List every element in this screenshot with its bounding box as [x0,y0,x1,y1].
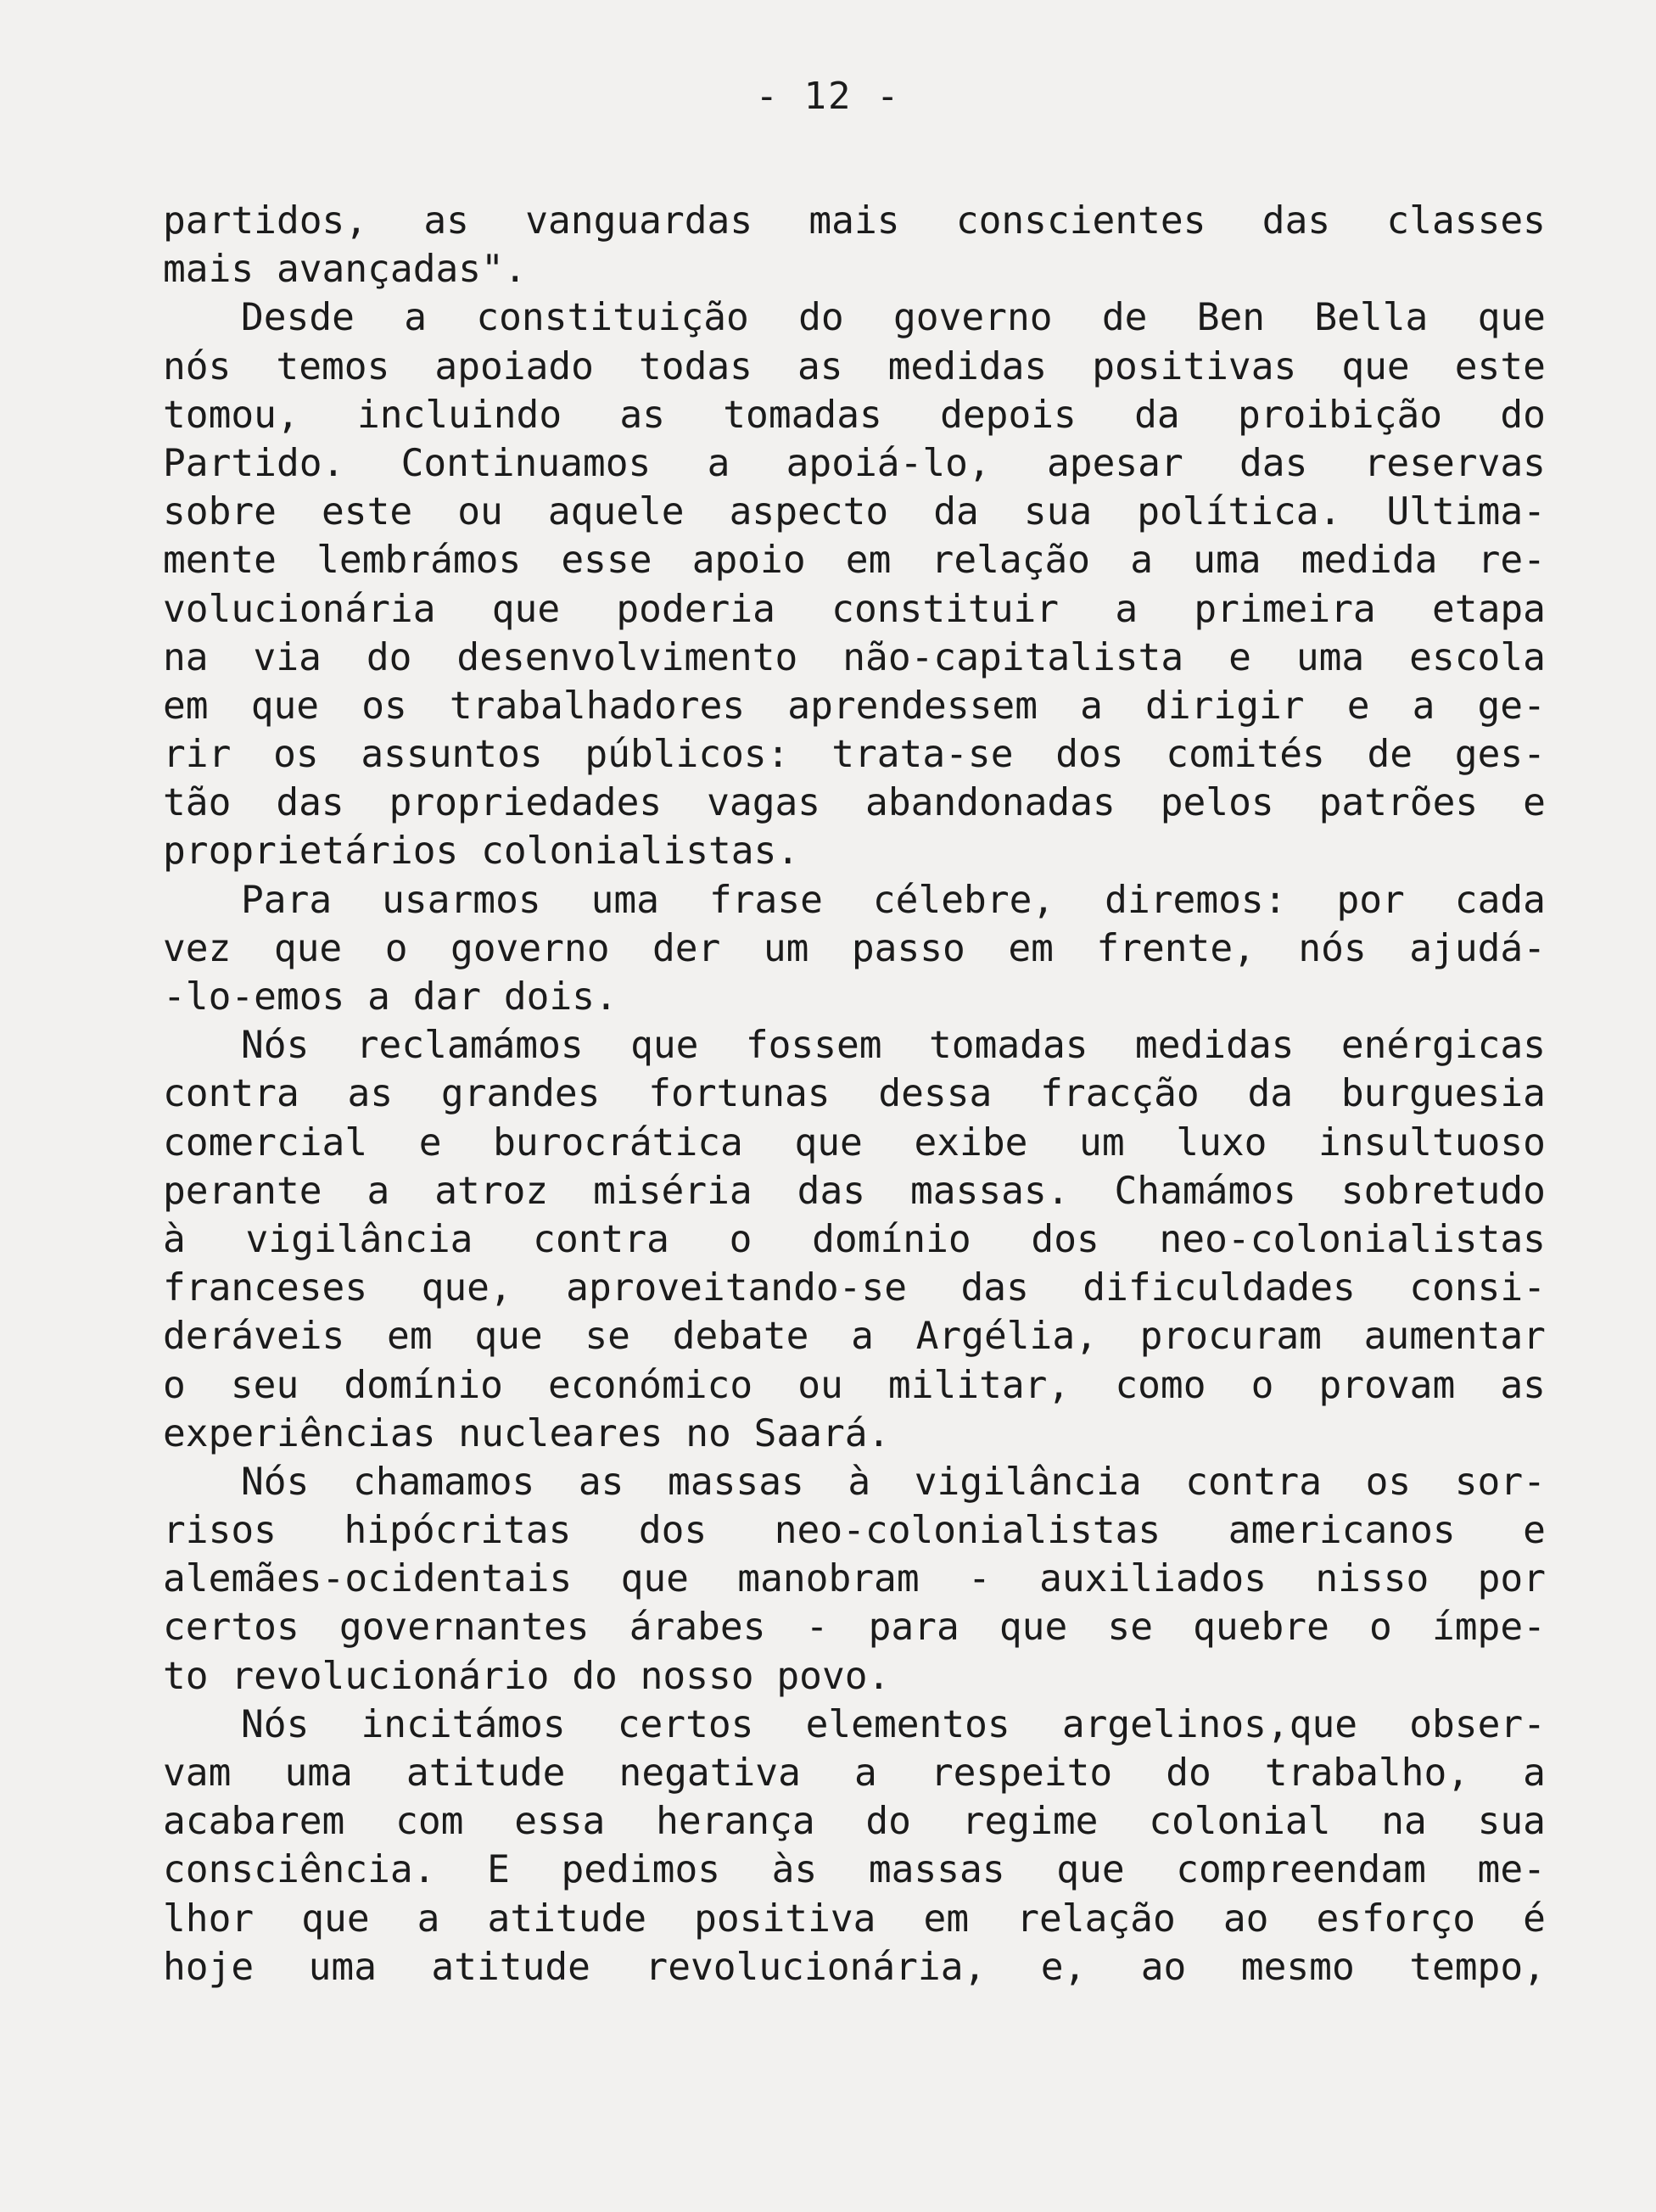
text-line: -lo-emos a dar dois. [163,975,618,1019]
text-line: hoje uma atitude revolucionária, e, ao mesmo tempo, [163,1945,1546,1989]
text-line: Nós chamamos as massas à vigilância contra os sor- [241,1460,1546,1504]
text-line: sobre este ou aquele aspecto da sua política. Ultima- [163,490,1546,534]
text-line: à vigilância contra o domínio dos neo-colonialistas [163,1217,1546,1261]
text-line: alemães-ocidentais que manobram - auxiliados nisso por [163,1557,1546,1601]
text-line: deráveis em que se debate a Argélia, procuram aumentar [163,1315,1546,1359]
body-text [163,197,1546,1991]
page-number: - 12 - [755,75,901,118]
text-line: to revolucionário do nosso povo. [163,1654,891,1698]
text-line: experiências nucleares no Saará. [163,1411,891,1455]
text-line: comercial e burocrática que exibe um luxo insultuoso [163,1120,1546,1165]
text-line: mente lembrámos esse apoio em relação a uma medida re- [163,539,1546,583]
text-line: Para usarmos uma frase célebre, diremos: por cada [241,878,1546,922]
text-line: franceses que, aproveitando-se das dificuldades consi- [163,1266,1546,1310]
text-line: o seu domínio económico ou militar, como o provam as [163,1363,1546,1407]
text-line: certos governantes árabes - para que se quebre o ímpe- [163,1606,1546,1650]
text-line: tomou, incluindo as tomadas depois da proibição do [163,393,1546,437]
text-line: consciência. E pedimos às massas que compreendam me- [163,1848,1546,1892]
text-line: contra as grandes fortunas dessa fracção da burguesia [163,1072,1546,1116]
text-line: lhor que a atitude positiva em relação ao esforço é [163,1896,1546,1941]
text-line: Nós reclamámos que fossem tomadas medidas enérgicas [241,1024,1546,1068]
text-line: vam uma atitude negativa a respeito do trabalho, a [163,1751,1546,1795]
text-line: tão das propriedades vagas abandonadas pelos patrões e [163,781,1546,825]
text-line: mais avançadas". [163,248,527,292]
text-line: rir os assuntos públicos: trata-se dos comités de ges- [163,733,1546,777]
text-line: Nós incitámos certos elementos argelinos,que obser- [241,1702,1546,1746]
text-line: na via do desenvolvimento não-capitalista e uma escola [163,635,1546,679]
text-line: nós temos apoiado todas as medidas positivas que este [163,344,1546,388]
text-line: volucionária que poderia constituir a primeira etapa [163,587,1546,631]
text-line: Desde a constituição do governo de Ben Bella que [241,296,1546,340]
text-line: Partido. Continuamos a apoiá-lo, apesar das reservas [163,441,1546,485]
text-line: perante a atroz miséria das massas. Chamámos sobretudo [163,1169,1546,1213]
text-line: risos hipócritas dos neo-colonialistas americanos e [163,1509,1546,1553]
text-line: proprietários colonialistas. [163,830,800,874]
text-line: em que os trabalhadores aprendessem a dirigir e a ge- [163,684,1546,728]
text-line: partidos, as vanguardas mais conscientes das classes [163,199,1546,243]
text-line: acabarem com essa herança do regime colonial na sua [163,1800,1546,1844]
text-line: vez que o governo der um passo em frente, nós ajudá- [163,926,1546,970]
